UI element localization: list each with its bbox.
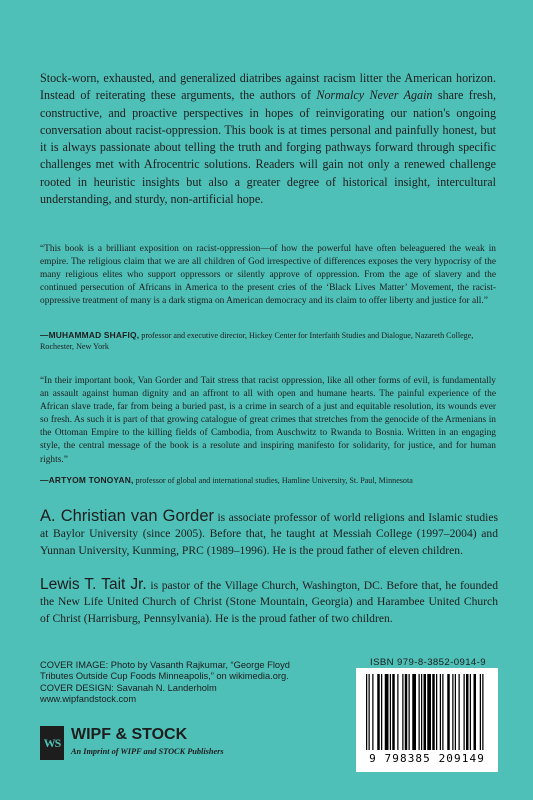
barcode-bar (421, 674, 422, 750)
book-title: Normalcy Never Again (316, 88, 433, 103)
barcode-bar (427, 674, 431, 750)
author-name: Lewis T. Tait Jr. (40, 576, 147, 593)
barcode-bar (474, 674, 477, 750)
back-cover-blurb (40, 70, 496, 208)
author-bio (40, 577, 498, 627)
barcode-bars (356, 668, 498, 754)
endorsement-quote: “This book is a brilliant exposition on racist-oppression—of how the powerful have often beleaguered the weak in empire. The religious claim that we are all children of God irrespective of differences exposes the very hypocrisy of the many religious elites who support oppressors or silently approve of oppression. From the age of slavery and the continued persecution of Africans in America to the present cries of the ‘Black Lives Matter’ Movement, the racist-oppressive treatment of many is a dark stigma on American democracy and its claim to offer liberty and justice for all.” (40, 244, 496, 307)
publisher-logo (40, 726, 280, 762)
author-bio-text: is pastor of the Village Church, Washington, DC. Before that, he founded the New Life United Church of Christ (Stone Mountain, Georgia) and Harambee United Church of Christ (Harrisburg, Pennsylvania). He is the proud father of two children. (40, 579, 499, 625)
barcode-bar (405, 674, 408, 750)
author-name: A. Christian van Gorder (40, 507, 215, 525)
barcode-bar (466, 674, 469, 750)
cover-credits (40, 660, 340, 705)
endorsement-attribution (40, 330, 496, 352)
endorsement-attribution (40, 475, 496, 486)
barcode-bar (397, 674, 398, 750)
barcode-bar (419, 674, 420, 750)
blurb-text-2: share fresh, constructive, and proactive perspectives in hopes of reinvigorating our nation's ongoing conversation about racist-oppression. This book is at times personal and painfully honest, but it is always passionate about telling the truth and forging pathways forward through specific challenges met with Afrocentric solutions. Readers will gain not only a renewed challenge rooted in heuristic insights but also a greater degree of historical insight, intercultural understanding, and sturdy, non-artificial hope. (40, 88, 497, 207)
endorser-title: professor and executive director, Hickey Center for Interfaith Studies and Dialogue, Nazareth College, Rochester, New York (40, 331, 474, 351)
barcode-bar (452, 674, 453, 750)
isbn-label: ISBN 979-8-3852-0914-9 (370, 657, 486, 668)
barcode-bar (392, 674, 395, 750)
endorser-name: —MUHAMMAD SHAFIQ, (40, 330, 140, 340)
barcode-bar (385, 674, 389, 750)
barcode-bar (436, 674, 437, 750)
barcode-bar (459, 674, 460, 750)
credit-line: COVER DESIGN: Savanah N. Landerholm (40, 682, 217, 693)
publisher-url[interactable]: www.wipfandstock.com (40, 693, 137, 704)
publisher-tagline: An Imprint of WIPF and STOCK Publishers (71, 747, 224, 756)
barcode-bar (470, 674, 471, 750)
publisher-name: WIPF & STOCK (71, 726, 188, 743)
barcode-bar (464, 674, 465, 750)
barcode-bar (377, 674, 380, 750)
credit-line: COVER IMAGE: Photo by Vasanth Rajkumar, “George Floyd (40, 660, 290, 670)
barcode-bar (480, 674, 481, 750)
blurb-text-1: Stock-worn, exhausted, and generalized diatribes against racism litter the American horizon. Instead of reiterating these arguments, the authors of (40, 71, 496, 103)
barcode-bar (442, 674, 443, 750)
barcode-bar (369, 674, 370, 750)
barcode-bar (372, 674, 373, 750)
barcode-digits: 9 798385 209149 (369, 752, 485, 765)
endorser-name: —ARTYOM TONOYAN, (40, 475, 134, 485)
publisher-logo-mark: WS (40, 726, 64, 760)
barcode-bar (424, 674, 427, 750)
barcode-bar (432, 674, 435, 750)
barcode (356, 668, 498, 772)
barcode-bar (402, 674, 403, 750)
barcode-bar (447, 674, 450, 750)
barcode-bar (366, 674, 367, 750)
barcode-bar (390, 674, 391, 750)
barcode-bar (482, 674, 483, 750)
credit-line: Tributes Outside Cup Foods Minneapolis,” on wikimedia.org. (40, 671, 289, 682)
barcode-bar (455, 674, 456, 750)
author-bio-text: is associate professor of world religions and Islamic studies at Baylor University (since 2005). Before that, he taught at Messiah College (1997–2004) and Yunnan University, Kunming, PRC (1989–1996). He is the proud father of eleven children. (40, 511, 498, 557)
barcode-bar (381, 674, 382, 750)
endorsement-quote: “In their important book, Van Gorder and Tait stress that racist oppression, like all other forms of evil, is fundamentally an assault against human dignity and an affront to all with open and humane hearts. The painful experience of the African slave trade, far from being a buried past, is a crime in search of a just and equitable resolution, its wounds ever so fresh. As such it is part of that growing catalogue of great crimes that stretches from the genocide of the Armenians in the Ottoman Empire to the killing fields of Cambodia, from Auschwitz to Rwanda to Bosnia. Written in an engaging style, the central message of the book is a resolute and inspiring manifesto for solidarity, for justice, and for human rights.” (40, 376, 496, 465)
barcode-bar (412, 674, 416, 750)
endorser-title: professor of global and international studies, Hamline University, St. Paul, Minnesota (133, 476, 413, 485)
barcode-bar (409, 674, 410, 750)
author-bio (40, 508, 498, 559)
barcode-bar (440, 674, 441, 750)
